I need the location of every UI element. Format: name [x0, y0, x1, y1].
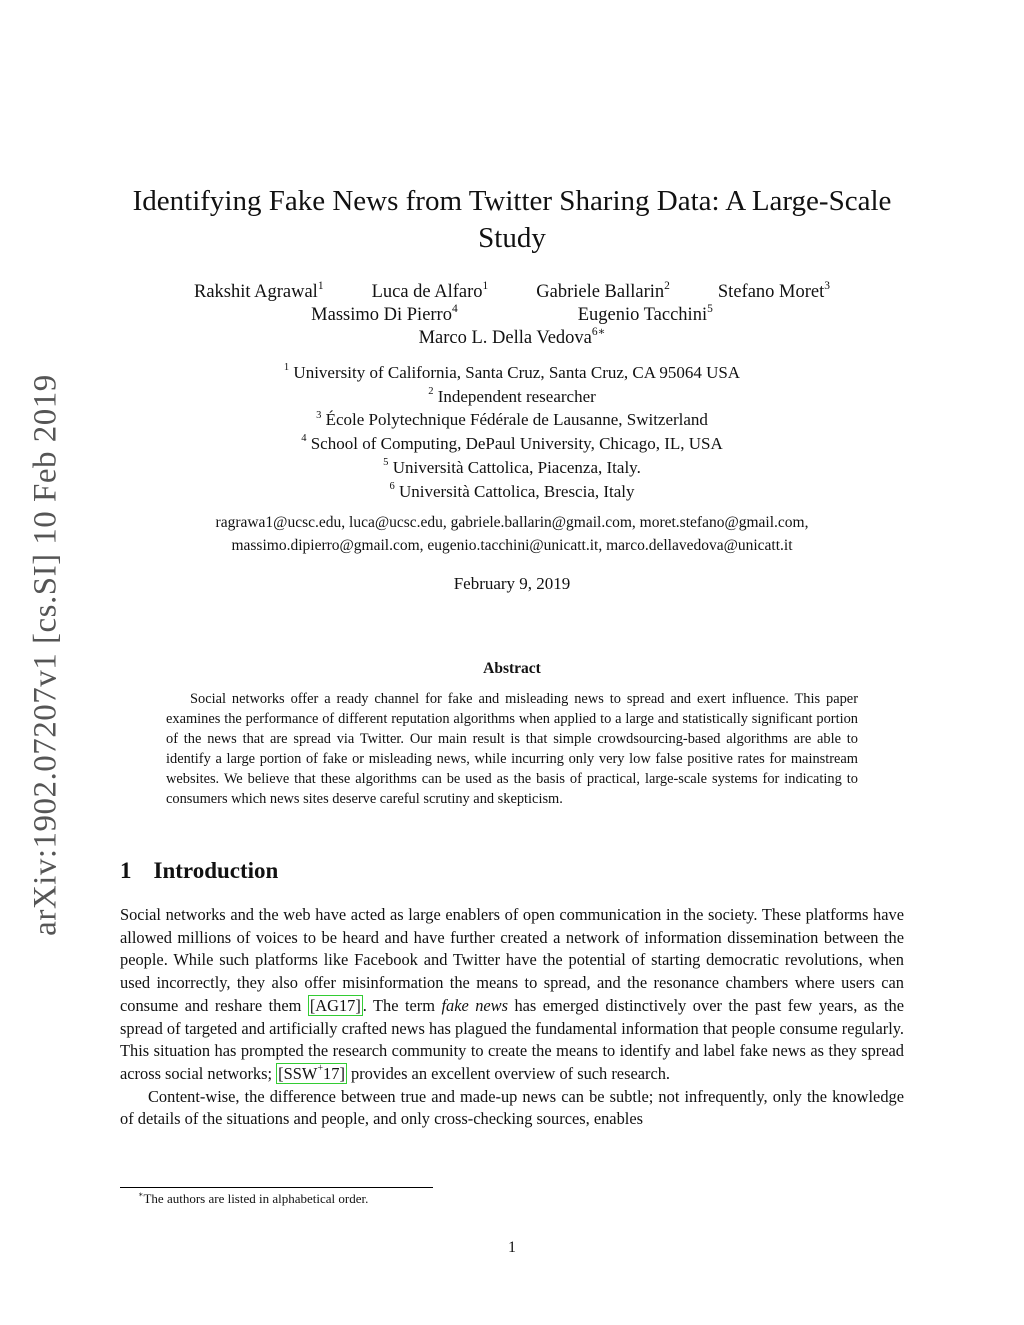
citation-link[interactable]: [SSW+17] — [278, 1063, 345, 1083]
paper-title: Identifying Fake News from Twitter Sharing Data: A Large-Scale Study — [132, 185, 892, 254]
affiliation: $^1$ University of California, Santa Cruz, Santa Cruz, CA 95064 USA — [283, 362, 741, 382]
author-name: Eugenio Tacchini$^5$ — [577, 302, 713, 325]
email-list — [120, 511, 904, 557]
abstract-body: Social networks offer a ready channel for fake and misleading news to spread and exert influence. This paper examines the performance of different reputation algorithms when applied to a large and statistically significant portion of the news that are spread via Twitter. Our main result is that simple crowdsourcing-based algorithms are able to identify a large portion of fake or misleading news, while incurring only very low false positive rates for mainstream websites. We believe that these algorithms can be used as the basis of practical, large-scale systems for indicating to consumers which news sites deserve careful scrutiny and skepticism. — [166, 691, 858, 807]
affiliation: $^5$ Università Cattolica, Piacenza, Italy. — [383, 457, 641, 477]
affiliation-list — [120, 361, 904, 503]
author-name: Massimo Di Pierro$^4$ — [311, 302, 458, 325]
section-heading — [120, 858, 278, 884]
affiliation: $^4$ School of Computing, DePaul University, Chicago, IL, USA — [301, 433, 723, 454]
author-name: Rakshit Agrawal$^1$ — [194, 279, 324, 302]
footnote-rule — [120, 1187, 433, 1188]
section-number: 1 — [120, 858, 132, 883]
intro-body — [120, 904, 904, 1131]
author-list — [120, 281, 904, 350]
paper-date: February 9, 2019 — [453, 574, 571, 593]
arxiv-id-label: arXiv:1902.07207v1 [cs.SI] 10 Feb 2019 — [27, 374, 64, 936]
term-emphasis: fake news — [441, 995, 508, 1015]
affiliation: $^3$ École Polytechnique Fédérale de Lausanne, Switzerland — [316, 409, 708, 430]
author-name: Gabriele Ballarin$^2$ — [536, 279, 670, 302]
author-name: Stefano Moret$^3$ — [717, 279, 830, 302]
arxiv-sidebar-stamp — [18, 370, 74, 940]
page-number: 1 — [508, 1239, 516, 1256]
citation-link[interactable]: [AG17] — [309, 995, 361, 1015]
intro-paragraph-2: Content-wise, the difference between true and made-up news can be subtle; not infrequently, only the knowledge of details of the situations and people, and only cross-checking sources, enables — [120, 1086, 904, 1129]
affiliation: $^2$ Independent researcher — [428, 386, 596, 406]
email-line: ragrawa1@ucsc.edu, luca@ucsc.edu, gabriele.ballarin@gmail.com, moret.stefano@gmail.com, — [215, 514, 809, 531]
author-name: Luca de Alfaro$^1$ — [371, 279, 489, 302]
footnote: ∗The authors are listed in alphabetical order. — [138, 1189, 369, 1206]
section-title: Introduction — [153, 858, 279, 883]
email-line: massimo.dipierro@gmail.com, eugenio.tacchini@unicatt.it, marco.dellavedova@unicatt.it — [231, 537, 793, 554]
affiliation: $^6$ Università Cattolica, Brescia, Italy — [389, 480, 635, 501]
abstract-heading: Abstract — [483, 660, 541, 677]
intro-paragraph-1: Social networks and the web have acted as large enablers of open communication in the society. These platforms have allowed millions of voices to be heard and have further created a network of information dissemination between the people. While such platforms like Facebook and Twitter have the potential of starting democratic revolutions, when used incorrectly, they also offer misinformation the means to spread, and the resonance chambers where users can consume and reshare them [AG17] . The term fake news has emerged distinctively over the past few years, as the spread of targeted and artificially crafted news has plagued the fundamental information that people consume regularly. This situation has prompted the research community to create the means to identify and label fake news as they spread across social networks; [SSW+17] provides an excellent overview of such research. — [120, 905, 904, 1083]
author-name: Marco L. Della Vedova$^{6∗}$ — [418, 325, 606, 348]
